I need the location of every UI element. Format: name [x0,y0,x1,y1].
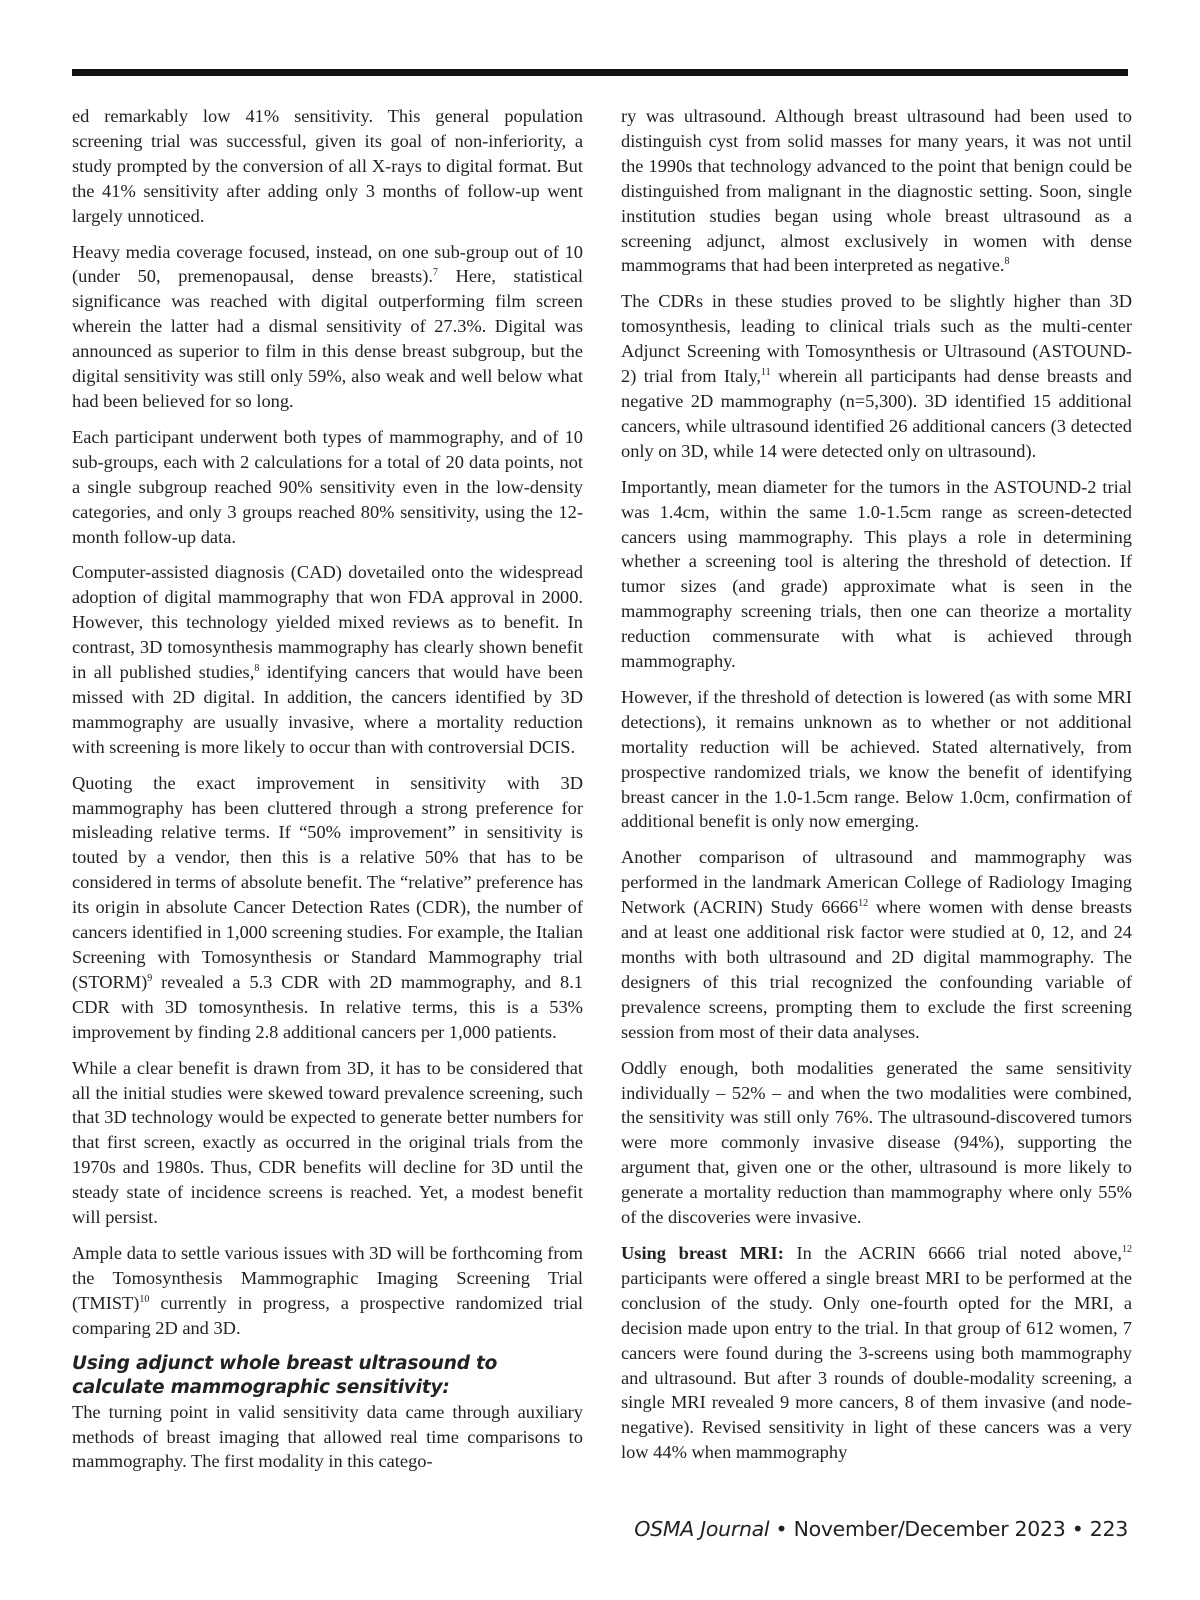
right-paragraph-3: Importantly, mean diameter for the tumors in the ASTOUND-2 trial was 1.4cm, within the same 1.0-1.5cm range as screen-detected cancers using mammography. This plays a role in determining whether a screening tool is altering the threshold of detection. If tumor sizes (and grade) approximate what is seen in the mammography screening trials, then one can theorize a mortality reduction commensurate with what is achieved through mammography. [621,476,1132,672]
right-paragraph-4: However, if the threshold of detection is lowered (as with some MRI detections), it remains unknown as to whether or not additional mortality reduction will be achieved. Stated alternatively, from prospective randomized trials, we know the benefit of identifying breast cancer in the 1.0-1.5cm range. Below 1.0cm, confirmation of additional benefit is only now emerging. [621,686,1132,832]
citation-ref: 8 [254,663,260,675]
left-paragraph-6: While a clear benefit is drawn from 3D, it has to be considered that all the initial studies were skewed toward prevalence screening, such that 3D technology would be expected to generate better numbers for that first screen, exactly as occurred in the original trials from the 1970s and 1980s. Thus, CDR benefits will decline for 3D until the steady state of incidence screens is reached. Yet, a modest benefit will persist. [72,1057,583,1228]
section-subheading: Using adjunct whole breast ultrasound to calculate mammographic sensitivity: [72,1352,498,1398]
citation-ref: 9 [147,972,153,984]
right-paragraph-1: ry was ultrasound. Although breast ultrasound had been used to distinguish cyst from solid masses for many years, it was not until the 1990s that technology advanced to the point that benign could be distinguished from malignant in the diagnostic setting. Soon, single institution studies began using whole breast ultrasound as a screening adjunct, almost exclusively in women with dense mammograms that had been interpreted as negative.$^8$ [621,106,1132,276]
left-paragraph-3: Each participant underwent both types of mammography, and of 10 sub-groups, each with 2 calculations for a total of 20 data points, not a single subgroup reached 90% sensitivity even in the low-density categories, and only 3 groups reached 80% sensitivity, using the 12-month follow-up data. [72,426,583,547]
header-rule [72,69,1128,76]
left-paragraph-8: The turning point in valid sensitivity data came through auxiliary methods of breast imaging that allowed real time comparisons to mammography. The first modality in this catego- [72,1401,583,1472]
footer-separator: • [1065,1517,1090,1541]
run-in-heading: Using breast MRI: [621,1242,784,1263]
issue-date: November/December 2023 [793,1517,1066,1541]
left-paragraph-5: Quoting the exact improvement in sensitivity with 3D mammography has been cluttered through a strong preference for misleading relative terms. If “50% improvement” in sensitivity is touted by a vendor, then this is a relative 50% that has to be considered in terms of absolute benefit. The “relative” preference has its origin in absolute Cancer Detection Rates (CDR), the number of cancers identified in 1,000 screening studies. For example, the Italian Screening with Tomosynthesis or Standard Mammography trial (STORM)$^9$ revealed a 5.3 CDR with 2D mammography, and 8.1 CDR with 3D tomosynthesis. In relative terms, this is a 53% improvement by finding 2.8 additional cancers per 1,000 patients. [72,772,583,1042]
footer-separator: • [769,1517,794,1541]
page-number: 223 [1089,1517,1128,1541]
citation-ref: 10 [139,1293,150,1305]
citation-ref: 8 [1004,256,1010,268]
citation-ref: 7 [433,267,438,279]
citation-ref: 11 [761,367,771,379]
left-paragraph-4: Computer-assisted diagnosis (CAD) dovetailed onto the widespread adoption of digital mammography that won FDA approval in 2000. However, this technology yielded mixed reviews as to benefit. In contrast, 3D tomosynthesis mammography has clearly shown benefit in all published studies,$^8$ identifying cancers that would have been missed with 2D digital. In addition, the cancers identified by 3D mammography are usually invasive, where a mortality reduction with screening is more likely to occur than with controversial DCIS. [72,562,583,757]
right-paragraph-6: Oddly enough, both modalities generated the same sensitivity individually – 52% – and when the two modalities were combined, the sensitivity was still only 76%. The ultrasound-discovered tumors were more commonly invasive disease (94%), supporting the argument that, given one or the other, ultrasound is more likely to generate a mortality reduction than mammography where only 55% of the discoveries were invasive. [621,1057,1132,1228]
right-paragraph-5: Another comparison of ultrasound and mammography was performed in the landmark American College of Radiology Imaging Network (ACRIN) Study 6666$^{12}$ where women with dense breasts and at least one additional risk factor were studied at 0, 12, and 24 months with both ultrasound and 2D digital mammography. The designers of this trial recognized the confounding variable of prevalence screens, prompting them to exclude the first screening session from most of their data analyses. [621,847,1132,1042]
left-column [72,104,583,1485]
left-paragraph-2: Heavy media coverage focused, instead, on one sub-group out of 10 (under 50, premenopausal, dense breasts).$^7$ Here, statistical significance was reached with digital outperforming film screen wherein the latter had a dismal sensitivity of 27.3%. Digital was announced as superior to film in this dense breast subgroup, but the digital sensitivity was still only 59%, also weak and well below what had been believed for so long. [72,241,583,411]
right-paragraph-2: The CDRs in these studies proved to be slightly higher than 3D tomosynthesis, leading to clinical trials such as the multi-center Adjunct Screening with Tomosynthesis or Ultrasound (ASTOUND-2) trial from Italy,$^{11}$ wherein all participants had dense breasts and negative 2D mammography (n=5,300). 3D identified 15 additional cancers, while ultrasound identified 26 additional cancers (3 detected only on 3D, while 14 were detected only on ultrasound). [621,291,1132,461]
page-footer [634,1517,1128,1541]
right-column [621,104,1132,1476]
left-paragraph-7: Ample data to settle various issues with 3D will be forthcoming from the Tomosynthesis Mammographic Imaging Screening Trial (TMIST)$^{10}$ currently in progress, a prospective randomized trial comparing 2D and 3D. [72,1242,583,1338]
citation-ref: 12 [858,898,869,910]
citation-ref: 12 [1121,1243,1132,1255]
right-paragraph-7: Using breast MRI: In the ACRIN 6666 trial noted above,$^{12}$ participants were offered a single breast MRI to be performed at the conclusion of the study. Only one-fourth opted for the MRI, a decision made upon entry to the trial. In that group of 612 women, 7 cancers were found during the 3-screens using both mammography and ultrasound. But after 3 rounds of double-modality screening, a single MRI revealed 9 more cancers, 8 of them invasive (and node-negative). Revised sensitivity in light of these cancers was a very low 44% when mammography [621,1242,1132,1463]
left-paragraph-1: ed remarkably low 41% sensitivity. This general population screening trial was successful, given its goal of non-inferiority, a study prompted by the conversion of all X-rays to digital format. But the 41% sensitivity after adding only 3 months of follow-up went largely unnoticed. [72,106,583,226]
journal-name: OSMA Journal [634,1517,770,1541]
